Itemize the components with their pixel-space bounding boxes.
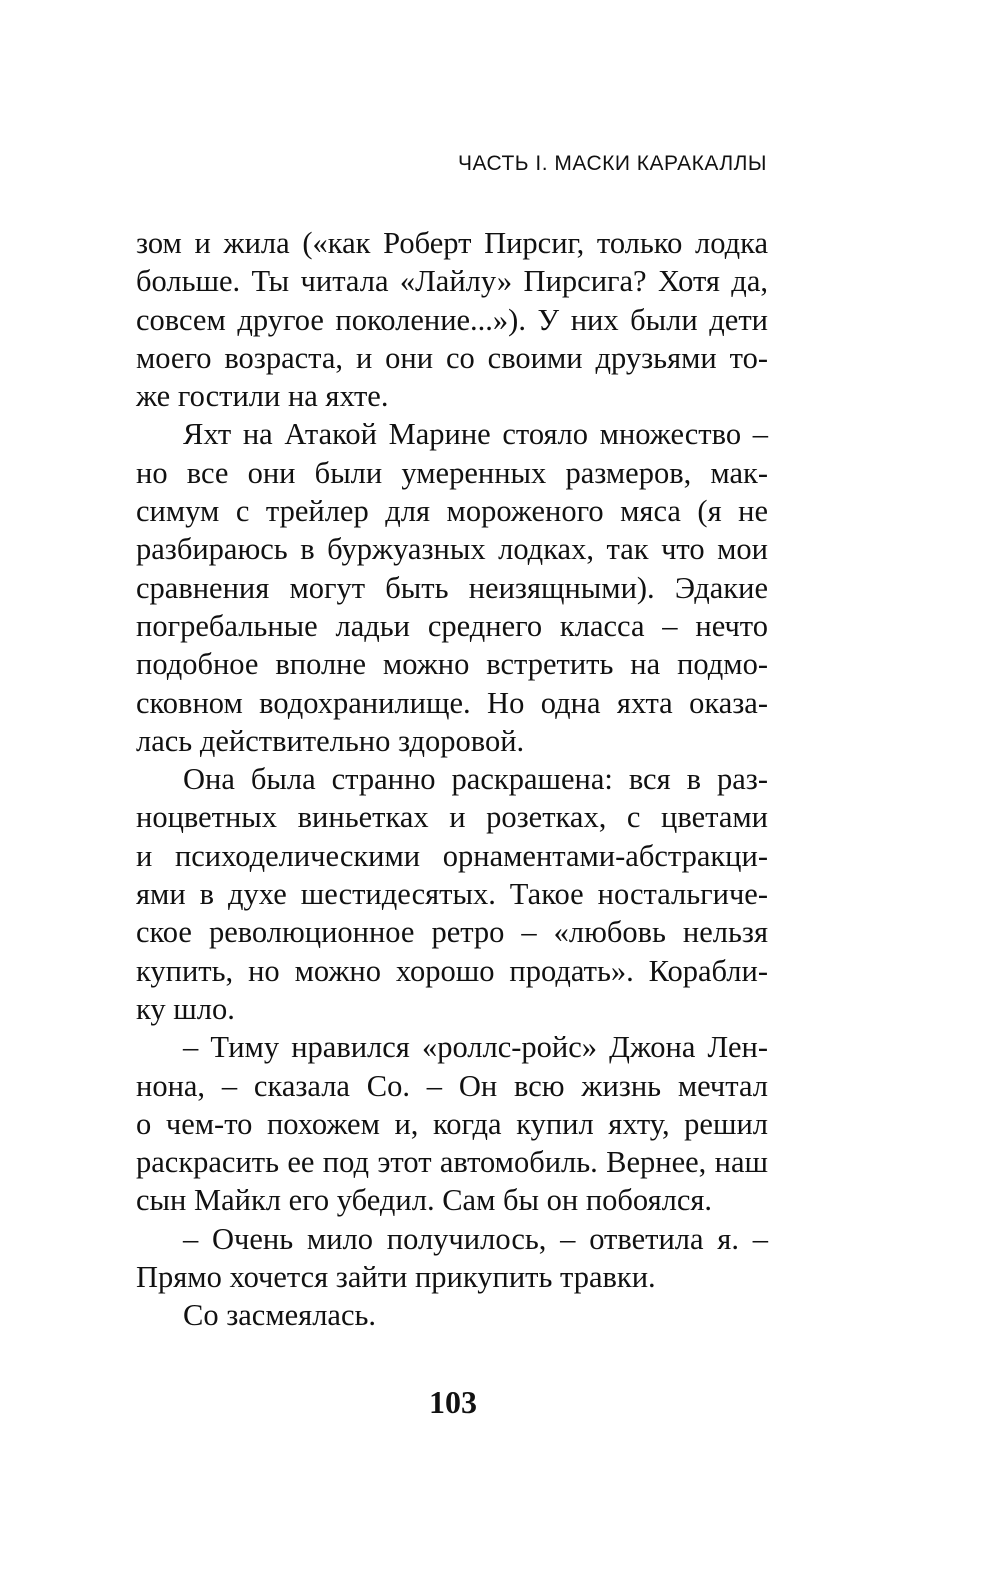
text-line: нона, – сказала Со. – Он всю жизнь мечтал xyxy=(136,1068,768,1103)
text-line: симум с трейлер для мороженого мяса (я не xyxy=(136,494,768,529)
text-line: ку шло. xyxy=(136,991,235,1026)
text-line: ноцветных виньетках и розетках, с цветами xyxy=(136,800,768,835)
text-line: разбираюсь в буржуазных лодках, так что мои xyxy=(136,532,768,567)
text-line: – Очень мило получилось, – ответила я. – xyxy=(183,1221,768,1256)
text-line: купить, но можно хорошо продать». Корабли- xyxy=(136,953,768,988)
text-line: моего возраста, и они со своими друзьями то- xyxy=(136,340,768,375)
text-line: раскрасить ее под этот автомобиль. Вернее, наш xyxy=(136,1145,768,1180)
text-line: и психоделическими орнаментами-абстракци- xyxy=(136,838,768,873)
text-line: ское революционное ретро – «любовь нельзя xyxy=(136,915,768,950)
text-line: сын Майкл его убедил. Сам бы он побоялся. xyxy=(136,1183,713,1218)
running-head: ЧАСТЬ I. МАСКИ КАРАКАЛЛЫ xyxy=(457,152,767,175)
text-line: Прямо хочется зайти прикупить травки. xyxy=(136,1260,656,1295)
text-line: подобное вполне можно встретить на подмо- xyxy=(136,647,768,682)
text-line: лась действительно здоровой. xyxy=(136,723,525,758)
text-line: погребальные ладьи среднего класса – нечто xyxy=(136,608,768,643)
text-line: совсем другое поколение...»). У них были дети xyxy=(136,302,768,337)
text-line: же гостили на яхте. xyxy=(136,379,389,414)
body-text xyxy=(136,224,768,1335)
text-line: сковном водохранилище. Но одна яхта оказа- xyxy=(136,685,768,720)
text-line: зом и жила («как Роберт Пирсиг, только лодка xyxy=(136,226,768,260)
text-line: Она была странно раскрашена: вся в раз- xyxy=(183,762,768,797)
text-line: больше. Ты читала «Лайлу» Пирсига? Хотя да, xyxy=(136,264,768,299)
text-line: о чем-то похожем и, когда купил яхту, решил xyxy=(136,1106,768,1141)
text-line: но все они были умеренных размеров, мак- xyxy=(136,455,768,490)
page-number: 103 xyxy=(429,1384,477,1420)
text-line: Яхт на Атакой Марине стояло множество – xyxy=(183,417,768,452)
text-line: сравнения могут быть неизящными). Эдакие xyxy=(136,570,768,605)
text-line: – Тиму нравился «роллс-ройс» Джона Лен- xyxy=(183,1030,768,1065)
text-line: Со засмеялась. xyxy=(183,1298,377,1333)
text-line: ями в духе шестидесятых. Такое ностальгиче- xyxy=(136,877,768,912)
